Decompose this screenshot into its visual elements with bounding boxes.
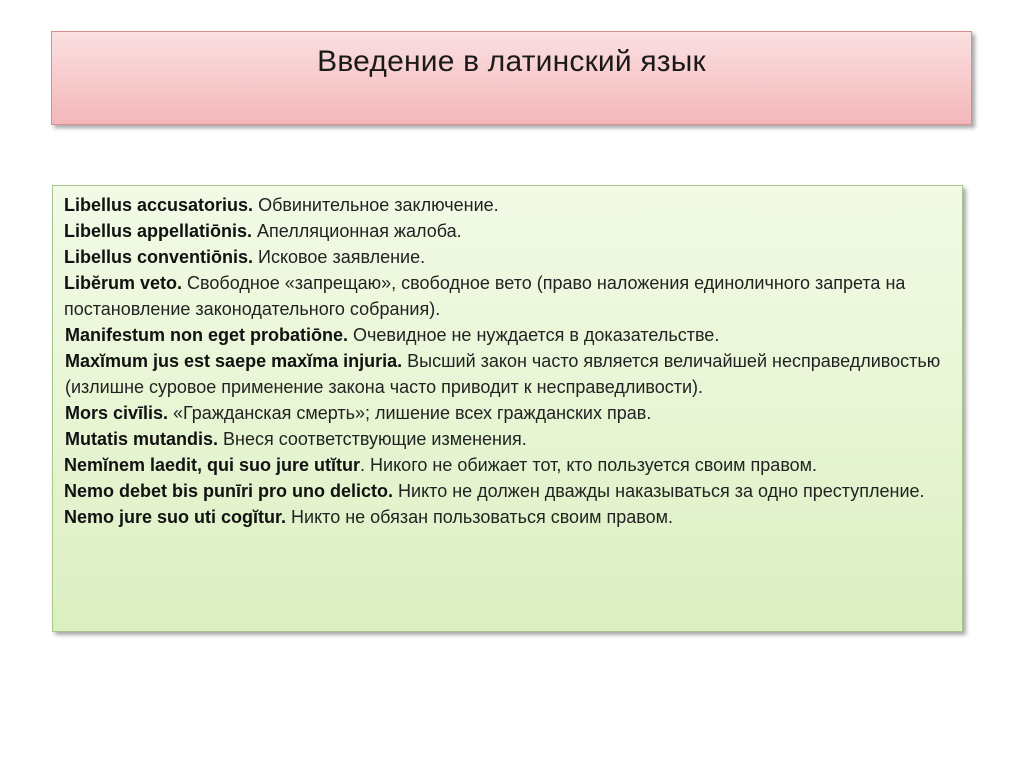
latin-phrase: Nemĭnem laedit, qui suo jure utĭtur bbox=[64, 455, 361, 475]
latin-phrase: Nemo jure suo uti cogĭtur. bbox=[64, 507, 287, 527]
latin-phrase: Libĕrum veto. bbox=[64, 273, 183, 293]
latin-phrase: Libellus conventiōnis. bbox=[64, 247, 254, 267]
latin-phrase: Manifestum non eget probatiōne. bbox=[65, 325, 349, 345]
phrase-entry bbox=[64, 270, 950, 322]
phrases-box bbox=[52, 185, 963, 632]
phrase-translation: Очевидное не нуждается в доказательстве. bbox=[348, 325, 720, 345]
phrase-translation: Никто не обязан пользоваться своим правом. bbox=[286, 507, 674, 527]
phrase-entry bbox=[64, 192, 950, 218]
latin-phrase: Maxĭmum jus est saepe maxĭma injuria. bbox=[65, 351, 403, 371]
latin-phrase: Nemo debet bis punīri pro uno delicto. bbox=[64, 481, 394, 501]
phrase-translation: «Гражданская смерть»; лишение всех гражданских прав. bbox=[168, 403, 652, 423]
phrase-entry bbox=[64, 218, 950, 244]
phrase-entry bbox=[64, 504, 950, 530]
phrase-translation: Обвинительное заключение. bbox=[253, 195, 499, 215]
phrase-translation: Внеся соответствующие изменения. bbox=[218, 429, 527, 449]
slide-title: Введение в латинский язык bbox=[317, 45, 706, 78]
latin-phrase: Libellus appellatiōnis. bbox=[64, 221, 253, 241]
phrase-translation: . Никого не обижает тот, кто пользуется своим правом. bbox=[360, 455, 818, 475]
latin-phrase: Libellus accusatorius. bbox=[64, 195, 254, 215]
latin-phrase: Mutatis mutandis. bbox=[65, 429, 219, 449]
phrase-translation: Высший закон часто является величайшей несправедливостью (излишне суровое применение закона часто приводит к несправедливости). bbox=[65, 351, 941, 397]
phrase-translation: Свободное «запрещаю», свободное вето (право наложения единоличного запрета на постановление законодательного собрания). bbox=[64, 273, 906, 319]
latin-phrase: Mors civīlis. bbox=[65, 403, 169, 423]
phrase-entry bbox=[64, 478, 950, 504]
phrase-entry bbox=[64, 452, 950, 478]
phrase-entry bbox=[64, 400, 950, 426]
phrase-translation: Апелляционная жалоба. bbox=[252, 221, 462, 241]
phrase-entry bbox=[64, 426, 950, 452]
phrase-entry bbox=[64, 244, 950, 270]
phrase-translation: Никто не должен дважды наказываться за одно преступление. bbox=[393, 481, 925, 501]
phrase-translation: Исковое заявление. bbox=[253, 247, 426, 267]
slide-title-box bbox=[51, 31, 972, 125]
phrase-entry bbox=[64, 322, 950, 348]
phrase-entry bbox=[64, 348, 950, 400]
